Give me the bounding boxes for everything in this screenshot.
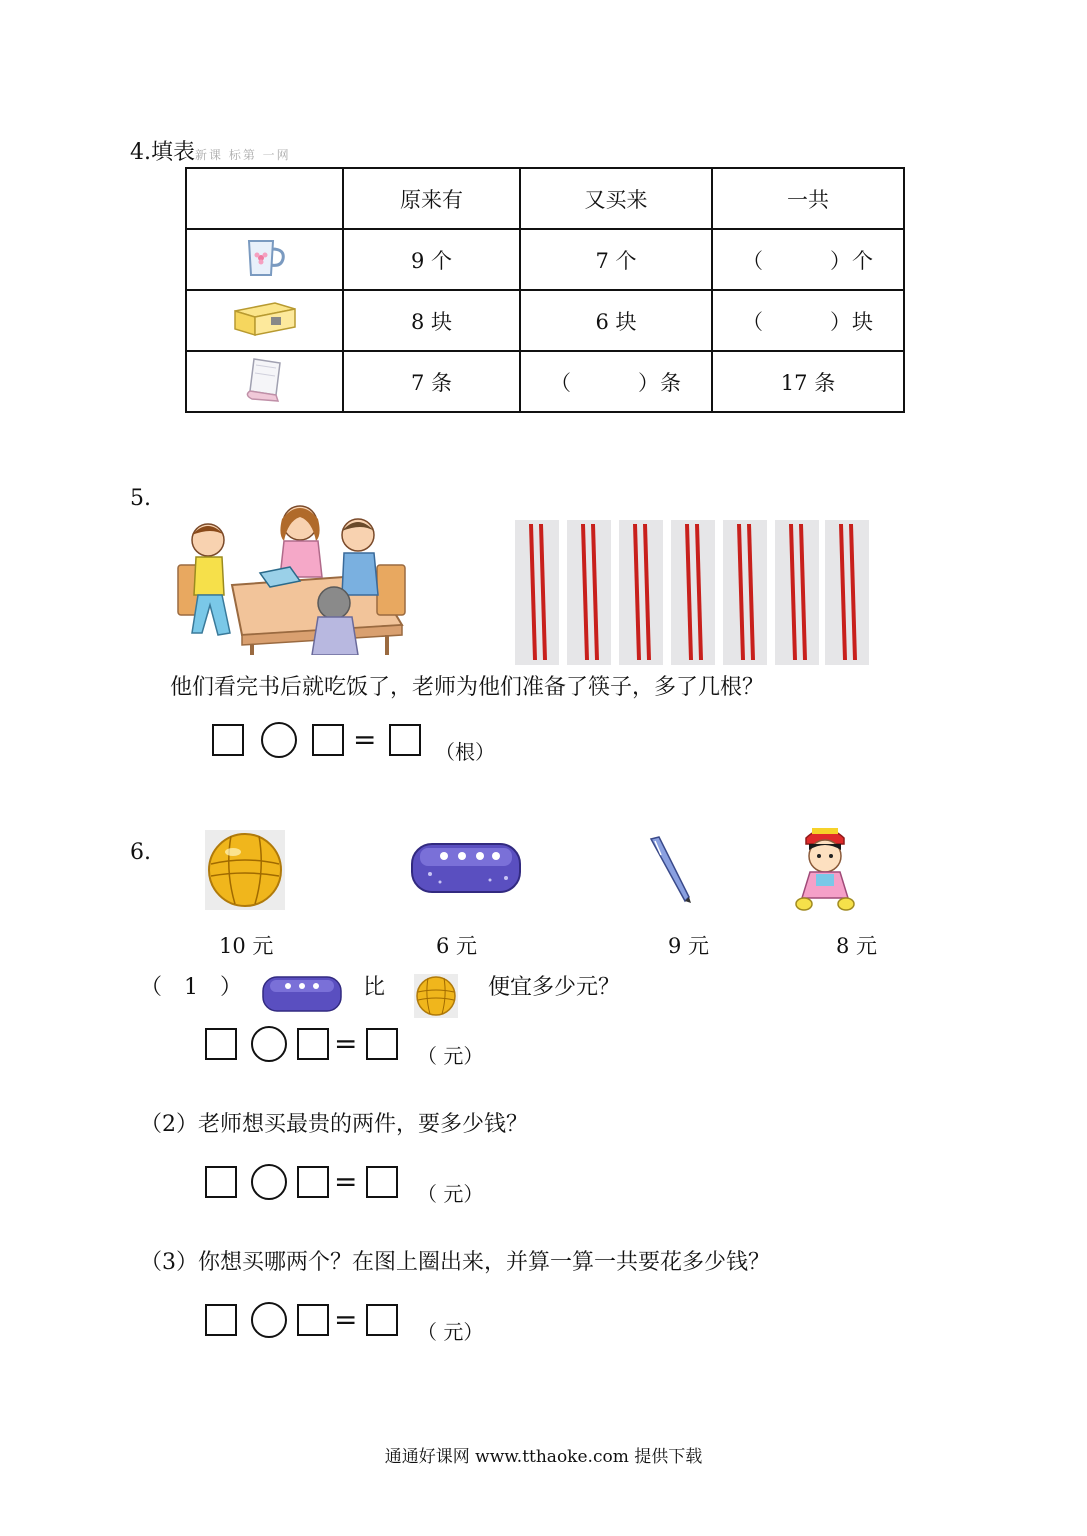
q4-title: 4.填表新课 标第 一网 xyxy=(130,140,291,165)
answer-box[interactable] xyxy=(297,1304,329,1336)
price-volleyball: 10 元 xyxy=(219,934,274,958)
row-bought: 6 块 xyxy=(520,290,712,351)
answer-box[interactable] xyxy=(366,1166,398,1198)
sub1-question: 便宜多少元？ xyxy=(488,975,621,1000)
sub1-compare: 比 xyxy=(363,975,386,1000)
equals-sign: = xyxy=(353,723,377,756)
equals-sign: = xyxy=(334,1027,358,1060)
chopsticks-pair xyxy=(671,520,715,665)
table-row xyxy=(186,229,904,290)
chopsticks-pair xyxy=(775,520,819,665)
row-total-blank[interactable]: （ ）个 xyxy=(712,229,904,290)
sub3-question: （3）你想买哪两个？在图上圈出来，并算一算一共要花多少钱？ xyxy=(140,1250,770,1275)
row-icon-cell xyxy=(186,351,343,412)
volleyball-small-icon xyxy=(414,974,458,1018)
pen-icon xyxy=(645,835,695,905)
chopsticks-pair xyxy=(515,520,559,665)
answer-box[interactable] xyxy=(297,1166,329,1198)
row-icon-cell xyxy=(186,290,343,351)
row-bought: 7 个 xyxy=(520,229,712,290)
price-pencil-case: 6 元 xyxy=(436,934,478,958)
unit-label: （根） xyxy=(435,740,495,764)
q5-question: 他们看完书后就吃饭了，老师为他们准备了筷子，多了几根？ xyxy=(170,675,765,700)
price-doll: 8 元 xyxy=(836,934,878,958)
q6-number: 6. xyxy=(130,840,151,865)
chopsticks-pair xyxy=(567,520,611,665)
watermark: 新课 标第 一网 xyxy=(195,148,291,162)
answer-box[interactable] xyxy=(212,724,244,756)
q5-number: 5. xyxy=(130,486,151,511)
fill-table xyxy=(185,167,905,413)
chopsticks-pair xyxy=(619,520,663,665)
row-bought-blank[interactable]: （ ）条 xyxy=(520,351,712,412)
towel-icon xyxy=(240,355,290,403)
sub2-question: （2）老师想买最贵的两件，要多少钱？ xyxy=(140,1112,528,1137)
box-icon xyxy=(231,297,299,339)
answer-box[interactable] xyxy=(297,1028,329,1060)
row-original: 7 条 xyxy=(343,351,520,412)
answer-box[interactable] xyxy=(366,1028,398,1060)
table-header-empty xyxy=(186,168,343,229)
cup-icon xyxy=(241,235,289,279)
row-original: 9 个 xyxy=(343,229,520,290)
sub1-prefix: （ 1 ） xyxy=(140,975,242,1000)
answer-box[interactable] xyxy=(389,724,421,756)
table-row xyxy=(186,290,904,351)
chopsticks-pair xyxy=(825,520,869,665)
operator-circle[interactable] xyxy=(251,1026,287,1062)
operator-circle[interactable] xyxy=(251,1164,287,1200)
pencil-case-small-icon xyxy=(262,974,342,1014)
answer-box[interactable] xyxy=(205,1028,237,1060)
equals-sign: = xyxy=(334,1165,358,1198)
row-icon-cell xyxy=(186,229,343,290)
equals-sign: = xyxy=(334,1303,358,1336)
chopsticks-group xyxy=(515,520,870,669)
table-header-total: 一共 xyxy=(712,168,904,229)
answer-box[interactable] xyxy=(205,1304,237,1336)
children-reading-illustration xyxy=(172,495,412,655)
unit-label: （ 元） xyxy=(417,1182,484,1206)
table-header-bought: 又买来 xyxy=(520,168,712,229)
chopsticks-pair xyxy=(723,520,767,665)
page-footer: 通通好课网 www.tthaoke.com 提供下载 xyxy=(384,1447,703,1467)
operator-circle[interactable] xyxy=(251,1302,287,1338)
price-pen: 9 元 xyxy=(668,934,710,958)
unit-label: （ 元） xyxy=(417,1044,484,1068)
answer-box[interactable] xyxy=(312,724,344,756)
unit-label: （ 元） xyxy=(417,1320,484,1344)
answer-box[interactable] xyxy=(366,1304,398,1336)
operator-circle[interactable] xyxy=(261,722,297,758)
doll-icon xyxy=(790,822,860,914)
pencil-case-icon xyxy=(410,840,522,896)
answer-box[interactable] xyxy=(205,1166,237,1198)
row-total: 17 条 xyxy=(712,351,904,412)
table-header-row xyxy=(186,168,904,229)
chopsticks-image xyxy=(515,520,870,665)
row-total-blank[interactable]: （ ）块 xyxy=(712,290,904,351)
volleyball-icon xyxy=(205,830,285,910)
table-row xyxy=(186,351,904,412)
table-header-original: 原来有 xyxy=(343,168,520,229)
row-original: 8 块 xyxy=(343,290,520,351)
